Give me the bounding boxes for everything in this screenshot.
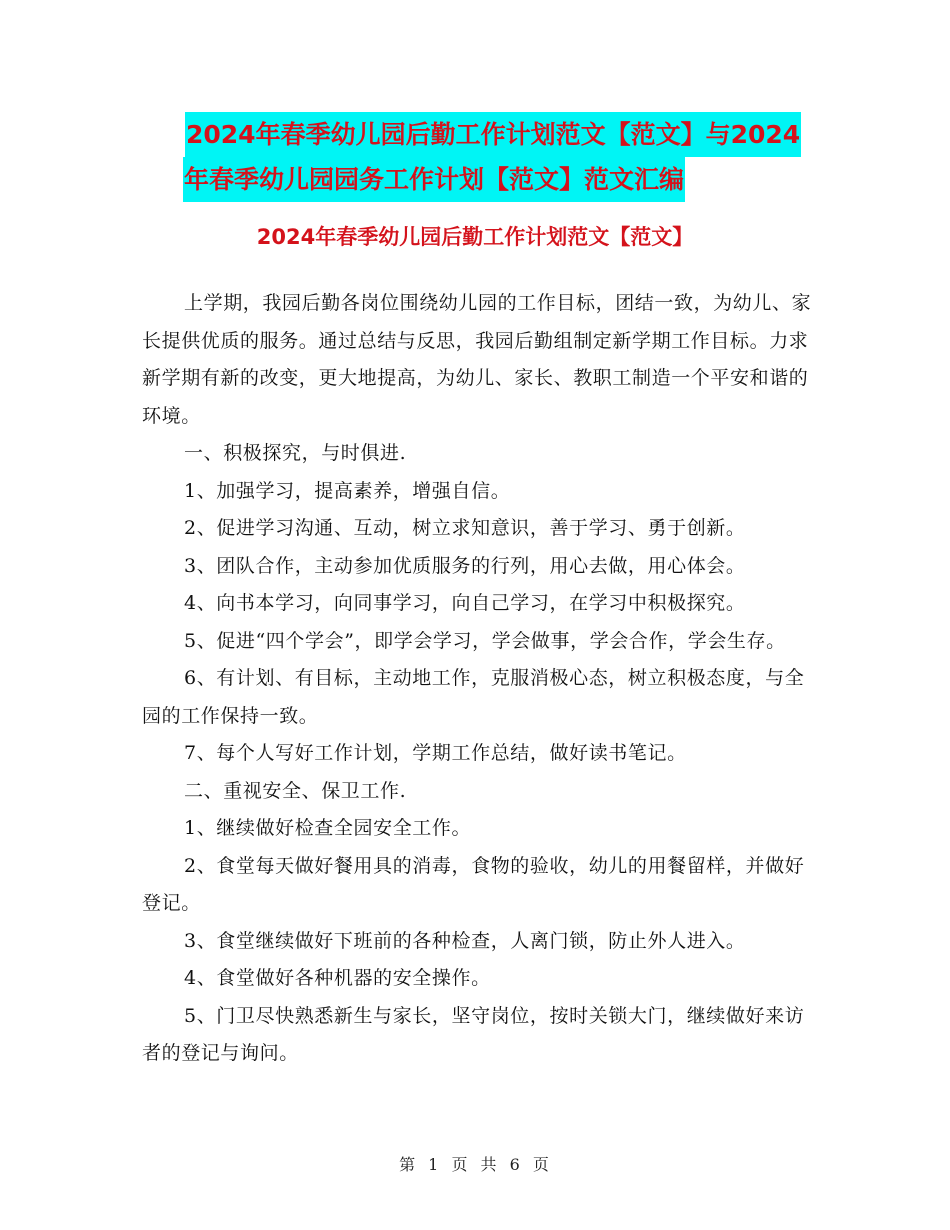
heading-section-2: 二、重视安全、保卫工作. <box>184 779 407 802</box>
list-item: 3、食堂继续做好下班前的各种检查，人离门锁，防止外人进入。 <box>184 929 746 952</box>
document-title-line-1: 2024年春季幼儿园后勤工作计划范文【范文】与2024 <box>185 112 801 157</box>
list-item: 4、食堂做好各种机器的安全操作。 <box>184 967 491 989</box>
paragraph-intro: 上学期，我园后勤各岗位围绕幼儿园的工作目标，团结一致，为幼儿、家长提供优质的服务。通过总结与反思，我园后勤组制定新学期工作目标。力求新学期有新的改变，更大地提高，为幼儿、家长、教职工制造一个平安和谐的环境。 <box>142 292 812 427</box>
list-item: 6、有计划、有目标，主动地工作，克服消极心态，树立积极态度，与全园的工作保持一致。 <box>142 667 805 727</box>
list-item: 2、促进学习沟通、互动，树立求知意识，善于学习、勇于创新。 <box>184 517 746 539</box>
document-body <box>142 285 812 1073</box>
list-item: 7、每个人写好工作计划，学期工作总结，做好读书笔记。 <box>184 742 687 764</box>
list-item: 3、团队合作，主动参加优质服务的行列，用心去做，用心体会。 <box>184 554 746 577</box>
section-title: 2024年春季幼儿园后勤工作计划范文【范文】 <box>256 225 694 249</box>
list-item: 5、门卫尽快熟悉新生与家长，坚守岗位，按时关锁大门，继续做好来访者的登记与询问。 <box>142 1004 805 1064</box>
list-item: 1、加强学习，提高素养，增强自信。 <box>184 479 511 502</box>
heading-section-1: 一、积极探究，与时俱进. <box>184 442 407 464</box>
document-title <box>185 112 825 202</box>
list-item: 1、继续做好检查全园安全工作。 <box>184 817 472 839</box>
page-footer: 第 1 页 共 6 页 <box>399 1155 551 1174</box>
list-item: 5、促进“四个学会”，即学会学习，学会做事，学会合作，学会生存。 <box>184 629 786 652</box>
list-item: 4、向书本学习，向同事学习，向自己学习，在学习中积极探究。 <box>184 592 746 614</box>
list-item: 2、食堂每天做好餐用具的消毒，食物的验收，幼儿的用餐留样，并做好登记。 <box>142 854 805 914</box>
document-title-line-2: 年春季幼儿园园务工作计划【范文】范文汇编 <box>183 157 685 202</box>
